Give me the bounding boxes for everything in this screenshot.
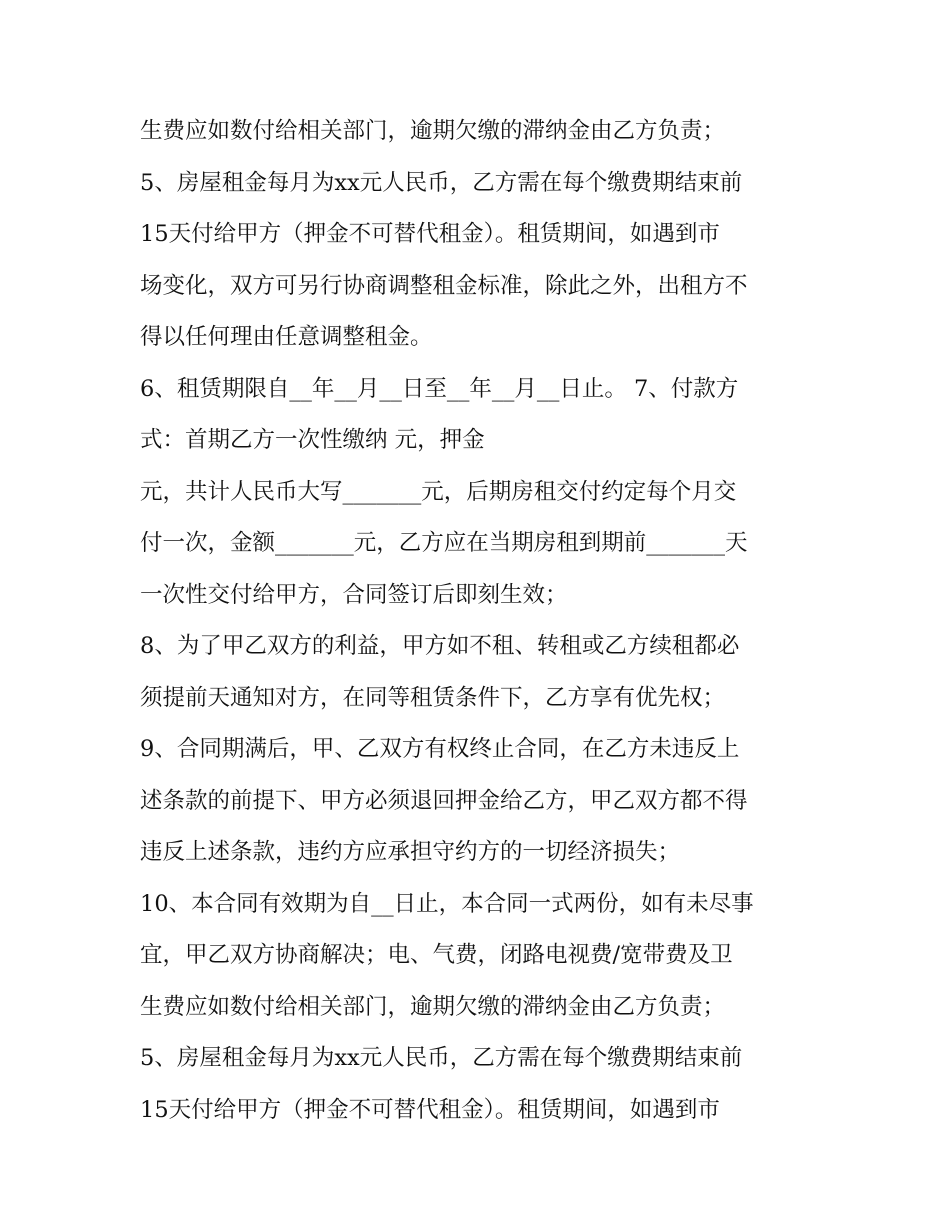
- text-line: 10、本合同有效期为自__日止，本合同一式两份，如有未尽事: [140, 890, 754, 917]
- text-line: 场变化，双方可另行协商调整租金标准，除此之外，出租方不: [140, 272, 748, 299]
- text-line: 15天付给甲方（押金不可替代租金）。租赁期间，如遇到市: [140, 221, 720, 247]
- text-line: 元，共计人民币大写_______元，后期房租交付约定每个月交: [140, 478, 737, 505]
- text-line: 得以任何理由任意调整租金。: [140, 324, 433, 350]
- text-line: 15天付给甲方（押金不可替代租金）。租赁期间，如遇到市: [140, 1096, 720, 1123]
- text-line: 6、租赁期限自__年__月__日至__年__月__日止。 7、付款方: [140, 375, 739, 402]
- text-line: 宜，甲乙双方协商解决；电、气费，闭路电视费/宽带费及卫: [140, 942, 733, 968]
- text-line: 一次性交付给甲方，合同签订后即刻生效；: [140, 581, 568, 608]
- text-line: 式：首期乙方一次性缴纳 元，押金: [140, 427, 485, 453]
- text-line: 5、房屋租金每月为xx元人民币，乙方需在每个缴费期结束前: [140, 1045, 743, 1071]
- text-line: 须提前天通知对方，在同等租赁条件下，乙方享有优先权；: [140, 684, 726, 711]
- text-line: 5、房屋租金每月为xx元人民币，乙方需在每个缴费期结束前: [140, 169, 743, 196]
- text-line: 8、为了甲乙双方的利益，甲方如不租、转租或乙方续租都必: [140, 633, 740, 659]
- text-line: 述条款的前提下、甲方必须退回押金给乙方，甲乙双方都不得: [140, 787, 748, 814]
- contract-text-body: [140, 106, 830, 1136]
- text-line: 生费应如数付给相关部门，逾期欠缴的滞纳金由乙方负责；: [140, 993, 726, 1020]
- text-line: 付一次，金额_______元，乙方应在当期房租到期前_______天: [140, 530, 748, 556]
- text-line: 违反上述条款，违约方应承担守约方的一切经济损失；: [140, 839, 681, 865]
- text-line: 生费应如数付给相关部门，逾期欠缴的滞纳金由乙方负责；: [140, 118, 726, 144]
- text-line: 9、合同期满后，甲、乙双方有权终止合同，在乙方未违反上: [140, 736, 740, 762]
